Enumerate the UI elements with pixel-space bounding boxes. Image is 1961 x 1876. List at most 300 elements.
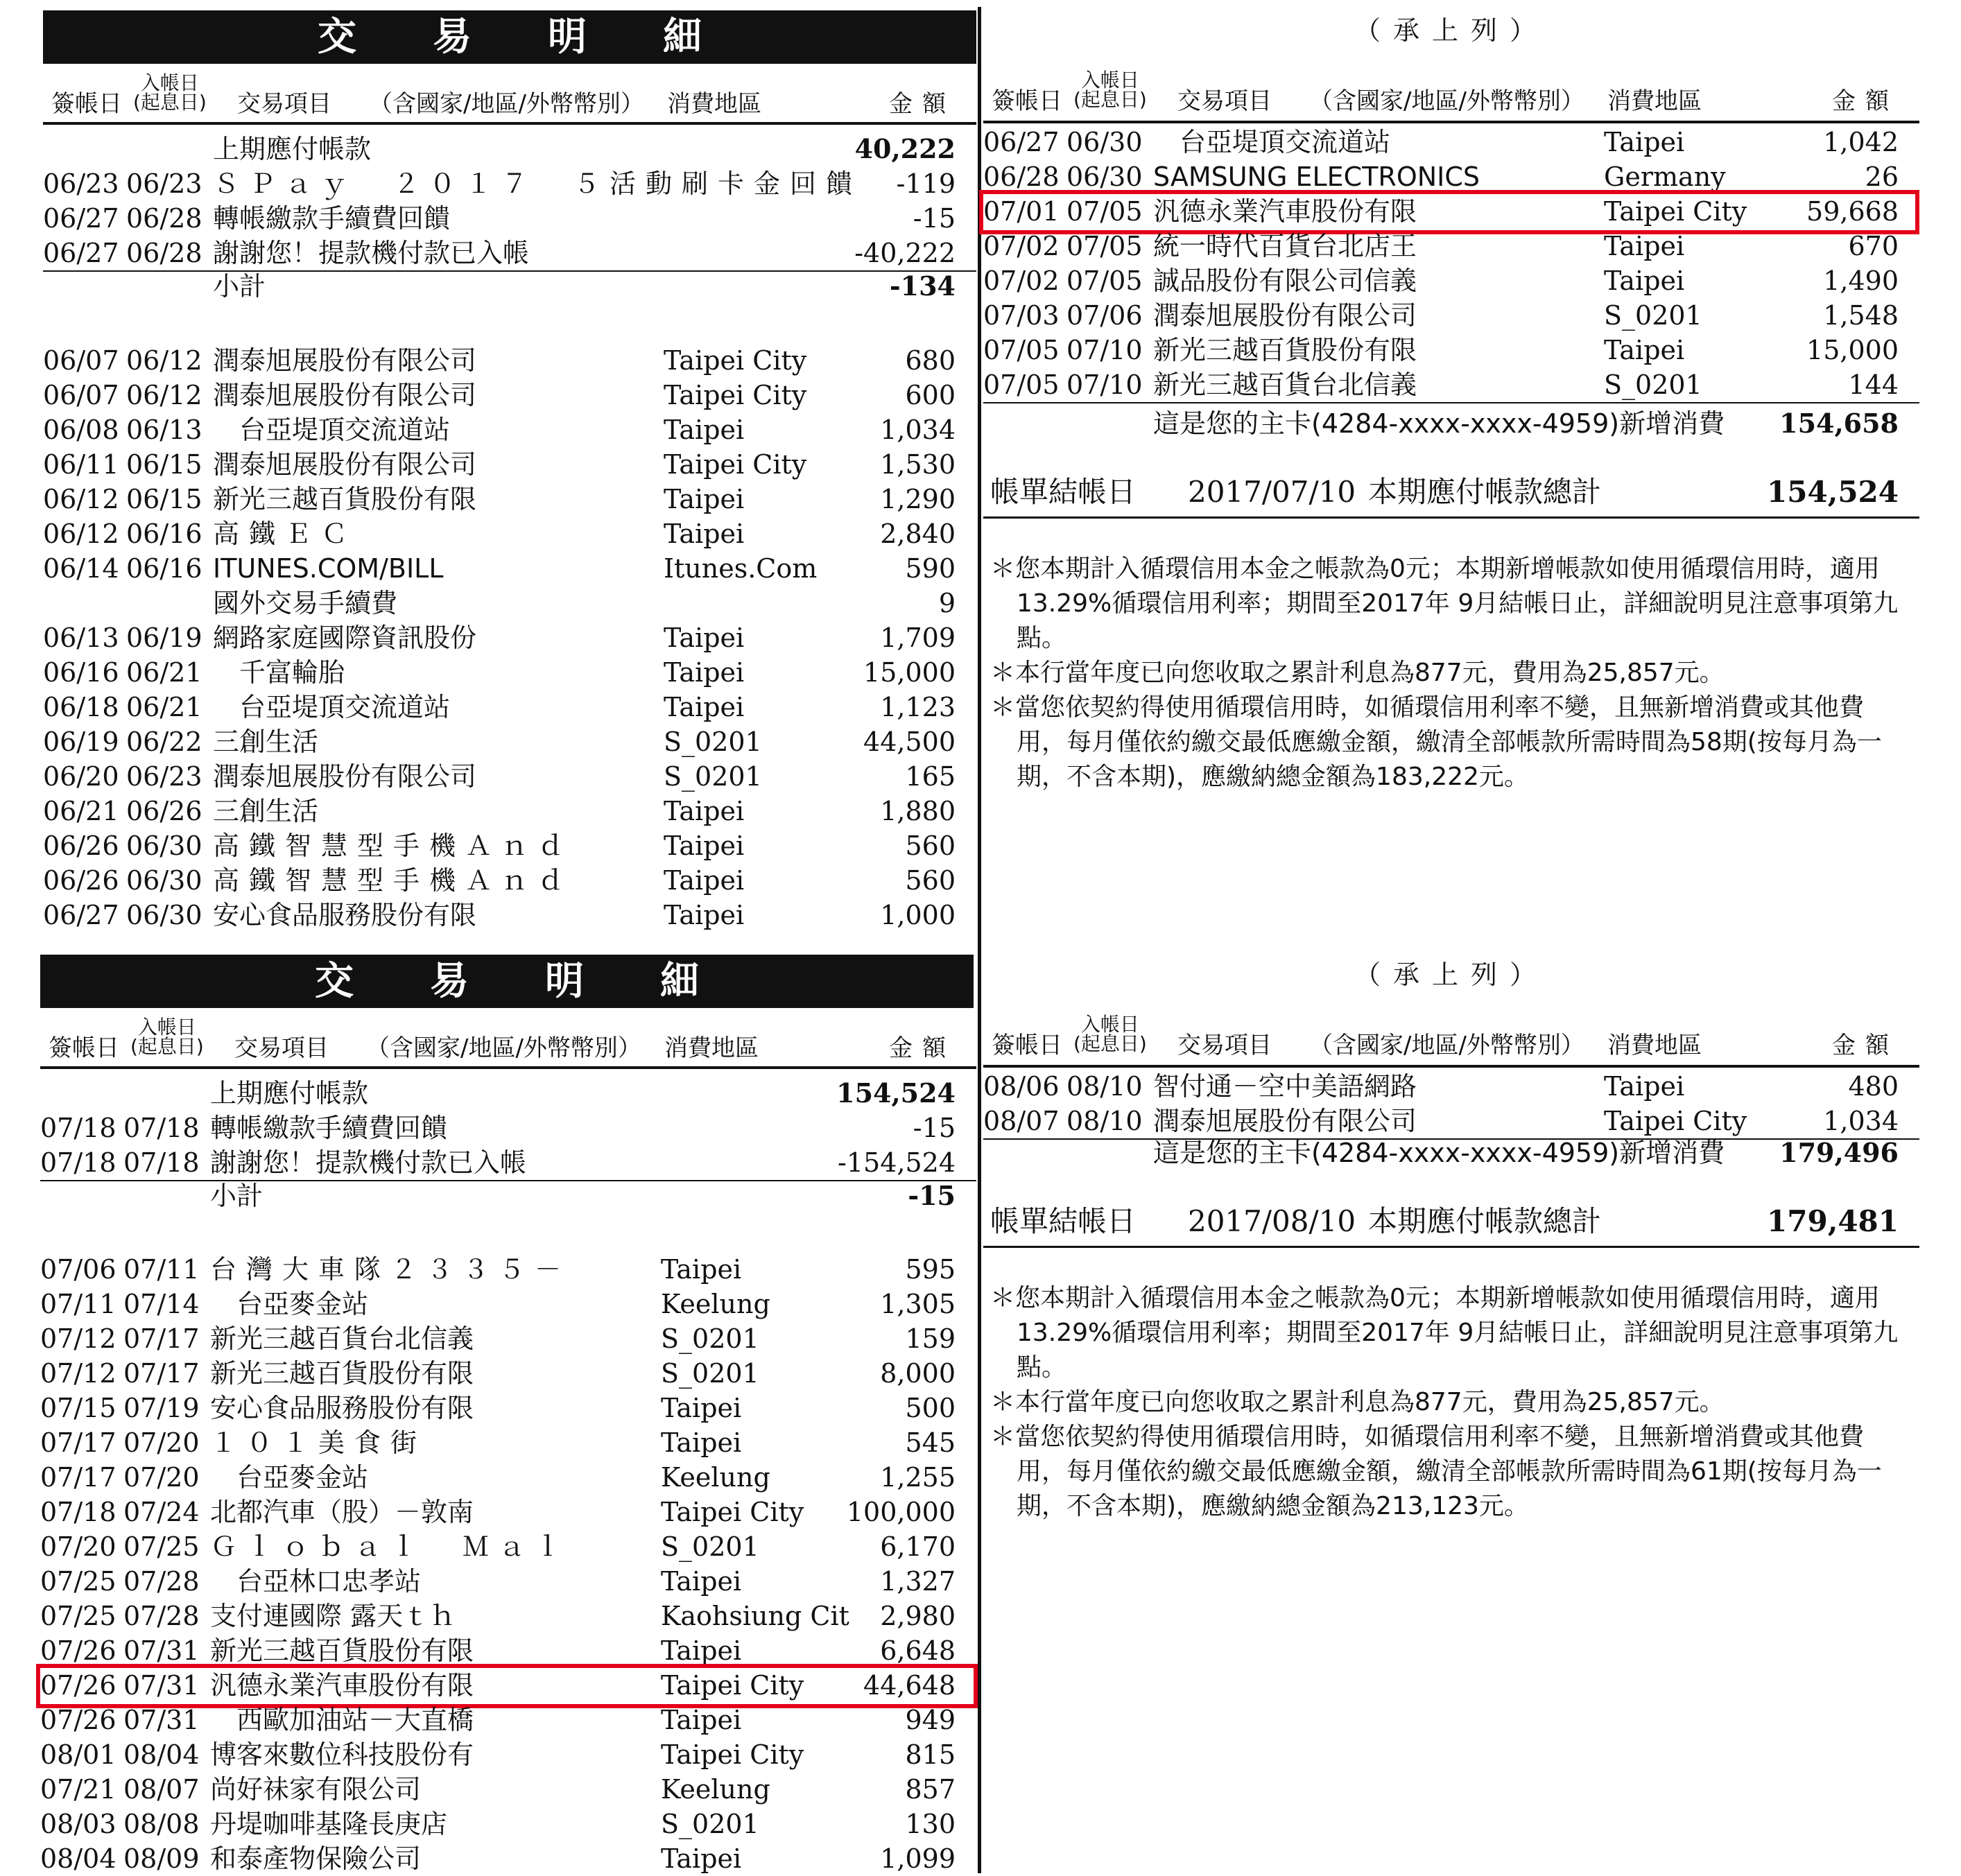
post-date: 06/12	[43, 484, 119, 514]
amount: 44,500	[863, 727, 956, 757]
entry-date: 06/12	[126, 345, 202, 376]
entry-date: 06/15	[126, 484, 202, 514]
transaction-row	[40, 1252, 976, 1287]
transaction-row	[43, 898, 976, 932]
region: Taipei	[661, 1843, 742, 1874]
transaction-row	[40, 1495, 976, 1529]
transaction-row	[40, 1425, 976, 1460]
entry-date: 07/11	[123, 1254, 200, 1285]
item-name: 台亞林口忠孝站	[210, 1566, 422, 1597]
transaction-row	[43, 236, 976, 272]
entry-date: 08/10	[1066, 1071, 1143, 1102]
header-entry-date: 入帳日 (起息日)	[133, 71, 207, 114]
entry-date: 06/23	[126, 761, 202, 792]
region: Taipei	[661, 1566, 742, 1597]
amount: 680	[905, 345, 956, 376]
transaction-row	[40, 1460, 976, 1495]
amount: 6,170	[880, 1531, 956, 1562]
amount: 8,000	[880, 1358, 956, 1389]
item-name: 潤泰旭展股份有限公司	[213, 380, 477, 410]
entry-date: 07/18	[123, 1113, 200, 1143]
post-date: 06/07	[43, 345, 119, 376]
post-date: 07/12	[40, 1358, 116, 1389]
item-name: 潤泰旭展股份有限公司	[213, 761, 477, 792]
item-name: 三創生活	[213, 796, 319, 826]
entry-date: 07/31	[123, 1705, 200, 1735]
post-date: 07/02	[983, 266, 1060, 296]
entry-date: 07/20	[123, 1462, 200, 1493]
amount: 9	[938, 588, 956, 618]
statement2-continued-panel	[983, 951, 1919, 1873]
region: Taipei	[661, 1705, 742, 1735]
transaction-row	[40, 1321, 976, 1356]
transaction-row	[43, 482, 976, 516]
amount: 1,327	[880, 1566, 956, 1597]
post-date: 07/11	[40, 1289, 116, 1319]
item-name: 台亞堤頂交流道站	[1153, 127, 1391, 157]
amount: 1,034	[880, 415, 956, 445]
entry-date: 06/30	[126, 831, 202, 861]
region: Taipei	[664, 831, 745, 861]
post-date: 06/27	[43, 203, 119, 234]
amount: 1,880	[880, 796, 956, 826]
transaction-row	[43, 551, 976, 586]
region: Itunes.Com	[664, 553, 818, 584]
item-name: 統一時代百貨台北店王	[1153, 231, 1417, 261]
post-date: 07/02	[983, 231, 1060, 261]
transaction-row	[40, 1145, 976, 1181]
item-name: 台灣大車隊２３３５－	[210, 1254, 571, 1285]
amount: 2,840	[880, 519, 956, 549]
transaction-row	[43, 828, 976, 863]
entry-date: 07/05	[1066, 266, 1143, 296]
entry-date: 08/08	[123, 1809, 200, 1839]
item-name: 轉帳繳款手續費回饋	[213, 203, 451, 234]
transaction-row	[40, 1703, 976, 1737]
note-item: ＊當您依契約得使用循環信用時，如循環信用利率不變，且無新增消費或其他費用，每月僅依約繳交最低應繳金額，繳清全部帳款所需時間為61期(按每月為一期，不含本期)，應繳納總金額為213,123元。	[990, 1423, 1882, 1520]
amount: -15	[913, 203, 956, 234]
note-item: ＊您本期計入循環信用本金之帳款為0元；本期新增帳款如使用循環信用時，適用13.29%循環信用利率；期間至2017年 9月結帳日止，詳細說明見注意事項第九點。	[990, 555, 1899, 652]
transaction-row	[983, 1104, 1919, 1140]
region: Taipei City	[664, 449, 807, 480]
item-name: 高鐵ＥＣ	[213, 519, 358, 549]
amount: 1,709	[880, 623, 956, 653]
closing-summary: 帳單結帳日 2017/07/10 本期應付帳款總計 154,524	[983, 468, 1919, 519]
transaction-row	[40, 1599, 976, 1633]
item-name: 國外交易手續費	[213, 588, 398, 618]
entry-date: 06/28	[126, 203, 202, 234]
amount: 545	[905, 1427, 956, 1458]
post-date: 06/19	[43, 727, 119, 757]
amount: 560	[905, 831, 956, 861]
item-name: 三創生活	[213, 727, 319, 757]
amount: 1,548	[1823, 300, 1899, 331]
closing-summary: 帳單結帳日 2017/08/10 本期應付帳款總計 179,481	[983, 1197, 1919, 1248]
post-date: 06/11	[43, 449, 119, 480]
transaction-row	[40, 1841, 976, 1876]
transaction-row	[40, 1111, 976, 1145]
header-country: （含國家/地區/外幣幣別）	[369, 90, 644, 118]
transaction-row	[43, 690, 976, 724]
amount: 1,042	[1823, 127, 1899, 157]
item-name: 丹堤咖啡基隆長庚店	[210, 1809, 448, 1839]
item-name: 尚好祙家有限公司	[210, 1774, 422, 1805]
entry-date: 06/22	[126, 727, 202, 757]
amount: -15	[913, 1113, 956, 1143]
region: S_0201	[664, 727, 762, 757]
item-name: 潤泰旭展股份有限公司	[1153, 1106, 1417, 1136]
item-name: 智付通－空中美語網路	[1153, 1071, 1417, 1102]
region: Taipei	[664, 865, 745, 896]
continued-label: （承上列）	[1354, 15, 1548, 46]
center-divider	[978, 7, 981, 1873]
item-name: ITUNES.COM/BILL	[213, 553, 444, 584]
transaction-row	[40, 1529, 976, 1564]
region: S_0201	[1604, 300, 1702, 331]
item-name: 台亞麥金站	[210, 1462, 369, 1493]
amount: 159	[905, 1323, 956, 1354]
item-name: 潤泰旭展股份有限公司	[213, 345, 477, 376]
amount: 595	[905, 1254, 956, 1285]
transaction-row	[983, 333, 1919, 367]
item-name: 高鐵智慧型手機Ａｎｄ	[213, 831, 574, 861]
entry-date: 08/10	[1066, 1106, 1143, 1136]
amount: -154,524	[838, 1147, 956, 1178]
post-date: 06/12	[43, 519, 119, 549]
entry-date: 07/14	[123, 1289, 200, 1319]
region: S_0201	[661, 1531, 759, 1562]
transaction-row	[43, 447, 976, 482]
continued-label: （承上列）	[1354, 959, 1548, 990]
entry-date: 07/19	[123, 1393, 200, 1423]
note-item: ＊您本期計入循環信用本金之帳款為0元；本期新增帳款如使用循環信用時，適用13.29%循環信用利率；期間至2017年 9月結帳日止，詳細說明見注意事項第九點。	[990, 1284, 1899, 1382]
amount: 100,000	[846, 1497, 956, 1527]
region: Keelung	[661, 1462, 770, 1493]
item-name: 新光三越百貨股份有限	[213, 484, 477, 514]
transaction-row	[43, 724, 976, 759]
post-date: 08/06	[983, 1071, 1060, 1102]
entry-date: 07/10	[1066, 335, 1143, 365]
region: Taipei	[661, 1427, 742, 1458]
item-name: 支付連國際 露天ｔｈ	[210, 1601, 456, 1631]
header-rule	[983, 121, 1919, 123]
item-name: １０１美食街	[210, 1427, 427, 1458]
amount: 1,530	[880, 449, 956, 480]
post-date: 07/25	[40, 1601, 116, 1631]
amount: 15,000	[863, 657, 956, 688]
amount: 165	[905, 761, 956, 792]
post-date: 06/27	[983, 127, 1060, 157]
item-name: 上期應付帳款	[210, 1078, 369, 1109]
amount: 1,000	[880, 900, 956, 930]
region: Keelung	[661, 1289, 770, 1319]
transaction-row	[40, 1076, 976, 1111]
notes	[990, 1281, 1906, 1524]
amount: 144	[1848, 370, 1899, 400]
item-name: SAMSUNG ELECTRONICS	[1153, 162, 1480, 192]
transaction-row	[43, 201, 976, 236]
amount: 560	[905, 865, 956, 896]
region: Taipei	[664, 900, 745, 930]
entry-date: 07/28	[123, 1601, 200, 1631]
header-rule	[43, 122, 976, 125]
amount: 1,255	[880, 1462, 956, 1493]
item-name: 汎德永業汽車股份有限	[210, 1670, 474, 1701]
post-date: 06/16	[43, 657, 119, 688]
item-name: 新光三越百貨股份有限	[210, 1635, 474, 1666]
entry-date: 07/06	[1066, 300, 1143, 331]
item-name: 高鐵智慧型手機Ａｎｄ	[213, 865, 574, 896]
amount: 1,123	[880, 692, 956, 722]
transaction-row	[983, 229, 1919, 263]
entry-date: 07/20	[123, 1427, 200, 1458]
post-date: 07/21	[40, 1774, 116, 1805]
amount: 949	[905, 1705, 956, 1735]
region: S_0201	[661, 1358, 759, 1389]
region: Taipei City	[661, 1497, 804, 1527]
transaction-row	[43, 794, 976, 828]
entry-date: 06/19	[126, 623, 202, 653]
highlight-box	[979, 190, 1919, 234]
transaction-row	[40, 1356, 976, 1391]
transaction-row	[43, 620, 976, 655]
post-date: 07/03	[983, 300, 1060, 331]
entry-date: 06/26	[126, 796, 202, 826]
post-date: 08/04	[40, 1843, 116, 1874]
post-date: 07/18	[40, 1497, 116, 1527]
header-item: 交易項目	[237, 90, 331, 118]
amount: 59,668	[1806, 196, 1899, 227]
entry-date: 07/25	[123, 1531, 200, 1562]
post-date: 07/18	[40, 1147, 116, 1178]
title-bar: 交易明細	[40, 955, 974, 1008]
subtotal-row: 小計 -15	[210, 1180, 956, 1211]
amount: 15,000	[1806, 335, 1899, 365]
notes	[990, 552, 1906, 794]
post-date: 06/27	[43, 900, 119, 930]
post-date: 06/18	[43, 692, 119, 722]
post-date: 07/26	[40, 1705, 116, 1735]
item-name: 謝謝您！提款機付款已入帳	[213, 238, 530, 268]
entry-date: 07/18	[123, 1147, 200, 1178]
item-name: 西歐加油站－大直橋	[210, 1705, 474, 1735]
amount: 480	[1848, 1071, 1899, 1102]
column-header: 簽帳日 入帳日 (起息日) 交易項目 （含國家/地區/外幣幣別） 消費地區 金額	[992, 1013, 1899, 1059]
entry-date: 06/30	[1066, 127, 1143, 157]
item-name: 安心食品服務股份有限	[213, 900, 477, 930]
region: Taipei	[664, 484, 745, 514]
amount: 2,980	[880, 1601, 956, 1631]
region: Taipei City	[1604, 196, 1747, 227]
statement1-continued-panel	[983, 7, 1919, 944]
item-name: 千富輪胎	[213, 657, 345, 688]
note-item: ＊本行當年度已向您收取之累計利息為877元，費用為25,857元。	[990, 659, 1725, 687]
amount: 600	[905, 380, 956, 410]
item-name: 轉帳繳款手續費回饋	[210, 1113, 448, 1143]
post-date: 06/27	[43, 238, 119, 268]
region: Taipei City	[664, 345, 807, 376]
item-name: 台亞堤頂交流道站	[213, 415, 451, 445]
item-name: 和泰產物保險公司	[210, 1843, 422, 1874]
transaction-row	[983, 125, 1919, 159]
entry-date: 07/05	[1066, 231, 1143, 261]
entry-date: 06/21	[126, 657, 202, 688]
post-date: 07/15	[40, 1393, 116, 1423]
transaction-row	[43, 586, 976, 620]
post-date: 06/26	[43, 865, 119, 896]
entry-date: 08/07	[123, 1774, 200, 1805]
note-item: ＊當您依契約得使用循環信用時，如循環信用利率不變，且無新增消費或其他費用，每月僅依約繳交最低應繳金額，繳清全部帳款所需時間為58期(按每月為一期，不含本期)，應繳納總金額為183,222元。	[990, 693, 1882, 791]
post-date: 06/07	[43, 380, 119, 410]
region: Taipei	[1604, 231, 1685, 261]
header-amount: 金額	[889, 90, 956, 118]
entry-date: 06/23	[126, 168, 202, 199]
item-name: 博客來數位科技股份有	[210, 1739, 474, 1770]
transaction-row	[983, 298, 1919, 333]
entry-date: 06/16	[126, 519, 202, 549]
post-date: 06/13	[43, 623, 119, 653]
transaction-row	[43, 412, 976, 447]
entry-date: 06/21	[126, 692, 202, 722]
post-date: 07/05	[983, 370, 1060, 400]
item-name: 誠品股份有限公司信義	[1153, 266, 1417, 296]
entry-date: 07/24	[123, 1497, 200, 1527]
region: Taipei	[1604, 335, 1685, 365]
amount: 44,648	[863, 1670, 956, 1701]
header-region: 消費地區	[667, 90, 761, 118]
post-date: 08/07	[983, 1106, 1060, 1136]
transaction-row	[40, 1633, 976, 1668]
amount: 1,034	[1823, 1106, 1899, 1136]
item-name: 新光三越百貨股份有限	[1153, 335, 1417, 365]
item-name: 新光三越百貨股份有限	[210, 1358, 474, 1389]
transaction-row	[43, 516, 976, 551]
transaction-row	[40, 1772, 976, 1807]
amount: 1,305	[880, 1289, 956, 1319]
entry-date: 06/16	[126, 553, 202, 584]
region: Taipei	[661, 1635, 742, 1666]
amount: 1,490	[1823, 266, 1899, 296]
entry-date: 06/30	[126, 900, 202, 930]
region: Taipei City	[661, 1670, 804, 1701]
title-bar: 交易明細	[43, 10, 976, 64]
region: Taipei	[664, 415, 745, 445]
post-date: 06/26	[43, 831, 119, 861]
entry-date: 07/05	[1066, 196, 1143, 227]
new-spend-row: 這是您的主卡(4284-xxxx-xxxx-4959)新增消費 154,658	[1153, 408, 1899, 439]
item-name: 上期應付帳款	[213, 134, 372, 164]
region: S_0201	[1604, 370, 1702, 400]
amount: 500	[905, 1393, 956, 1423]
amount: -119	[896, 168, 956, 199]
region: Taipei	[664, 657, 745, 688]
transaction-row	[983, 1069, 1919, 1104]
region: Kaohsiung Cit	[661, 1601, 849, 1631]
transaction-row	[983, 159, 1919, 194]
header-rule	[40, 1066, 976, 1069]
transaction-row	[43, 166, 976, 201]
transaction-row	[43, 132, 976, 166]
transaction-row	[43, 759, 976, 794]
entry-date: 07/10	[1066, 370, 1143, 400]
post-date: 07/26	[40, 1670, 116, 1701]
item-name: 新光三越百貨台北信義	[210, 1323, 474, 1354]
item-name: 謝謝您！提款機付款已入帳	[210, 1147, 527, 1178]
amount: 40,222	[854, 133, 956, 164]
entry-date: 06/15	[126, 449, 202, 480]
region: Germany	[1604, 162, 1726, 192]
amount: 1,290	[880, 484, 956, 514]
column-header: 簽帳日 入帳日 (起息日) 交易項目 （含國家/地區/外幣幣別） 消費地區 金額	[49, 1016, 956, 1062]
post-date: 07/26	[40, 1635, 116, 1666]
post-date: 07/06	[40, 1254, 116, 1285]
amount: 815	[905, 1739, 956, 1770]
post-date: 07/12	[40, 1323, 116, 1354]
item-name: 潤泰旭展股份有限公司	[213, 449, 477, 480]
region: Taipei	[1604, 266, 1685, 296]
post-date: 06/21	[43, 796, 119, 826]
post-date: 07/17	[40, 1462, 116, 1493]
header-post-date: 簽帳日	[51, 90, 122, 118]
region: Taipei City	[664, 380, 807, 410]
region: Taipei	[664, 519, 745, 549]
column-header: 簽帳日 入帳日 (起息日) 交易項目 （含國家/地區/外幣幣別） 消費地區 金額	[992, 69, 1899, 115]
entry-date: 07/17	[123, 1323, 200, 1354]
region: Taipei City	[1604, 1106, 1747, 1136]
header-rule	[983, 1065, 1919, 1068]
transaction-row	[40, 1287, 976, 1321]
post-date: 07/05	[983, 335, 1060, 365]
statement1-main-panel	[43, 7, 976, 944]
amount: 670	[1848, 231, 1899, 261]
amount: 154,524	[836, 1077, 956, 1109]
amount: 1,099	[880, 1843, 956, 1874]
post-date: 08/01	[40, 1739, 116, 1770]
region: Taipei	[1604, 1071, 1685, 1102]
entry-date: 06/30	[126, 865, 202, 896]
region: Keelung	[661, 1774, 770, 1805]
region: Taipei	[664, 692, 745, 722]
new-spend-row: 這是您的主卡(4284-xxxx-xxxx-4959)新增消費 179,496	[1153, 1137, 1899, 1168]
post-date: 06/08	[43, 415, 119, 445]
item-name: 安心食品服務股份有限	[210, 1393, 474, 1423]
post-date: 07/18	[40, 1113, 116, 1143]
post-date: 07/20	[40, 1531, 116, 1562]
item-name: ＳＰａｙ ２０１７ ５活動刷卡金回饋	[213, 168, 863, 199]
entry-date: 07/31	[123, 1670, 200, 1701]
post-date: 06/14	[43, 553, 119, 584]
amount: 590	[905, 553, 956, 584]
entry-date: 08/09	[123, 1843, 200, 1874]
amount: 857	[905, 1774, 956, 1805]
item-name: 台亞麥金站	[210, 1289, 369, 1319]
region: S_0201	[661, 1809, 759, 1839]
entry-date: 06/30	[1066, 162, 1143, 192]
transaction-row	[40, 1737, 976, 1772]
post-date: 06/20	[43, 761, 119, 792]
item-name: 新光三越百貨台北信義	[1153, 370, 1417, 400]
entry-date: 08/04	[123, 1739, 200, 1770]
transaction-row	[40, 1564, 976, 1599]
entry-date: 07/28	[123, 1566, 200, 1597]
item-name: 網路家庭國際資訊股份	[213, 623, 477, 653]
statement2-main-panel	[40, 951, 976, 1873]
item-name: 台亞堤頂交流道站	[213, 692, 451, 722]
post-date: 07/17	[40, 1427, 116, 1458]
transaction-row	[40, 1391, 976, 1425]
entry-date: 06/13	[126, 415, 202, 445]
post-date: 06/23	[43, 168, 119, 199]
